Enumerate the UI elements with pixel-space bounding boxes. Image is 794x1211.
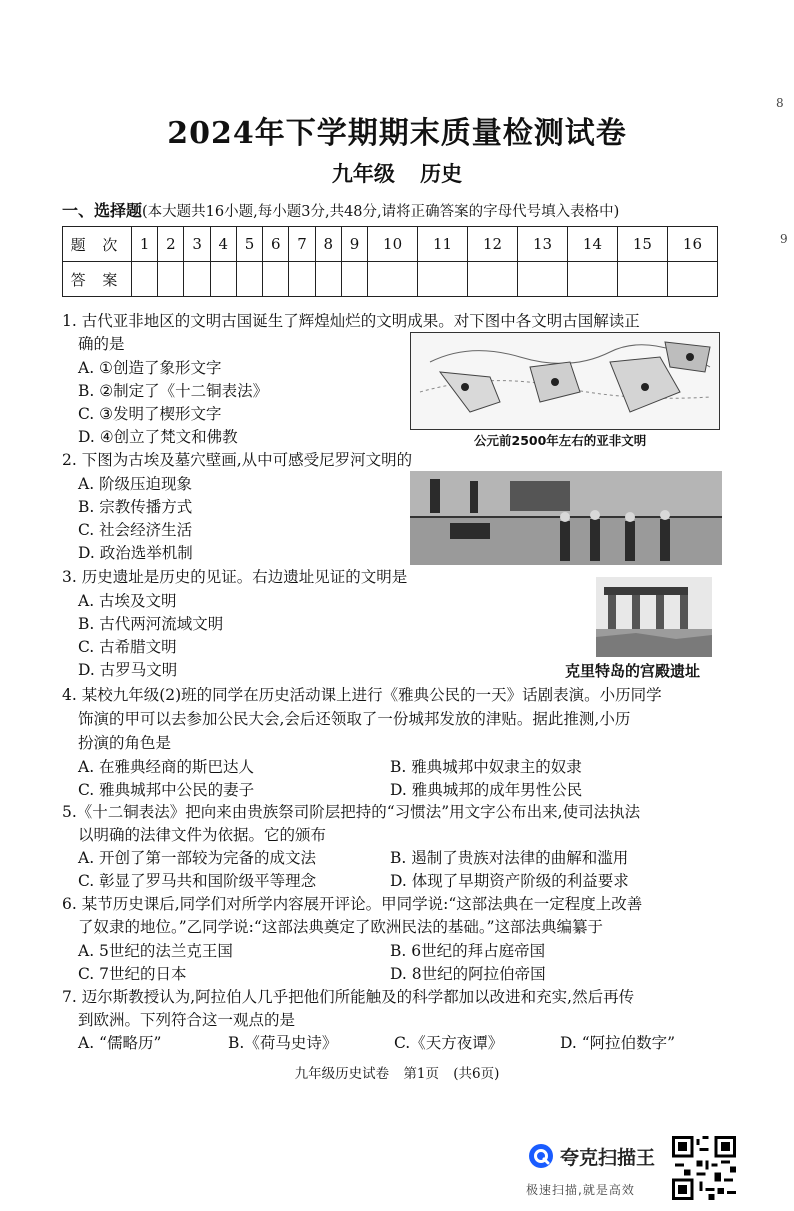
map-caption: 公元前2500年左右的亚非文明 — [474, 433, 647, 448]
answer-cell[interactable] — [341, 262, 367, 297]
question-5-stem-cont: 以明确的法律文件为依据。它的颁布 — [78, 826, 327, 844]
question-7-option-b: B.《荷马史诗》 — [228, 1034, 338, 1052]
question-number-cell: 5 — [236, 227, 262, 262]
question-1-stem: 1. 古代亚非地区的文明古国诞生了辉煌灿烂的文明成果。对下图中各文明古国解读正 — [62, 312, 640, 330]
question-6-option-b: B. 6世纪的拜占庭帝国 — [390, 942, 546, 960]
question-number-cell: 2 — [158, 227, 184, 262]
question-number-cell: 8 — [315, 227, 341, 262]
scanner-slogan: 极速扫描,就是高效 — [526, 1183, 635, 1197]
answer-cell[interactable] — [468, 262, 518, 297]
question-4-option-b: B. 雅典城邦中奴隶主的奴隶 — [390, 758, 582, 776]
qr-code-icon[interactable] — [672, 1136, 736, 1200]
question-5-option-b: B. 遏制了贵族对法律的曲解和滥用 — [390, 849, 629, 867]
margin-mark: 9 — [780, 232, 788, 246]
answer-cell[interactable] — [132, 262, 158, 297]
question-number-cell: 16 — [667, 227, 717, 262]
question-5-option-a: A. 开创了第一部较为完备的成文法 — [78, 849, 317, 867]
question-4-option-c: C. 雅典城邦中公民的妻子 — [78, 781, 255, 799]
question-3-option-b: B. 古代两河流域文明 — [78, 615, 224, 633]
question-number-cell: 1 — [132, 227, 158, 262]
scanner-watermark — [520, 1141, 670, 1211]
row-label: 答 案 — [63, 262, 132, 297]
question-number-cell: 9 — [341, 227, 367, 262]
question-number-cell: 3 — [184, 227, 210, 262]
answer-cell[interactable] — [617, 262, 667, 297]
answer-cell[interactable] — [210, 262, 236, 297]
answer-cell[interactable] — [567, 262, 617, 297]
question-1-option-a: A. ①创造了象形文字 — [78, 359, 222, 377]
question-7-option-d: D. “阿拉伯数字” — [560, 1034, 676, 1052]
question-6-option-c: C. 7世纪的日本 — [78, 965, 187, 983]
section-heading — [62, 198, 619, 221]
egyptian-tomb-mural-image — [410, 471, 722, 565]
question-2-stem: 2. 下图为古埃及墓穴壁画,从中可感受尼罗河文明的 — [62, 451, 413, 469]
question-6-stem: 6. 某节历史课后,同学们对所学内容展开评论。甲同学说:“这部法典在一定程度上改善 — [62, 895, 643, 913]
answer-cell[interactable] — [158, 262, 184, 297]
question-number-cell: 6 — [263, 227, 289, 262]
afro-asian-civilization-map-image — [410, 332, 720, 430]
question-1-option-b: B. ②制定了《十二铜表法》 — [78, 382, 269, 400]
question-number-cell: 14 — [567, 227, 617, 262]
question-6-option-d: D. 8世纪的阿拉伯帝国 — [390, 965, 546, 983]
question-number-cell: 11 — [418, 227, 468, 262]
question-1-option-c: C. ③发明了楔形文字 — [78, 405, 222, 423]
quark-logo-icon — [528, 1143, 554, 1169]
question-1-stem-cont: 确的是 — [78, 335, 125, 353]
answer-table — [62, 226, 718, 297]
question-4-stem-cont: 扮演的角色是 — [78, 734, 172, 752]
question-2-option-a: A. 阶级压迫现象 — [78, 475, 193, 493]
question-number-cell: 15 — [617, 227, 667, 262]
section-title: 一、选择题 — [62, 201, 143, 220]
question-4-option-a: A. 在雅典经商的斯巴达人 — [78, 758, 255, 776]
question-number-cell: 4 — [210, 227, 236, 262]
question-1-option-d: D. ④创立了梵文和佛教 — [78, 428, 238, 446]
question-3-option-d: D. 古罗马文明 — [78, 661, 178, 679]
answer-cell[interactable] — [315, 262, 341, 297]
answer-cell[interactable] — [418, 262, 468, 297]
scanner-brand-name: 夸克扫描王 — [560, 1147, 656, 1169]
question-3-option-a: A. 古埃及文明 — [78, 592, 177, 610]
question-number-cell: 10 — [368, 227, 418, 262]
answer-cell[interactable] — [667, 262, 717, 297]
row-label: 题 次 — [63, 227, 132, 262]
question-5-option-d: D. 体现了早期资产阶级的利益要求 — [390, 872, 629, 890]
answer-cell[interactable] — [263, 262, 289, 297]
question-4-option-d: D. 雅典城邦的成年男性公民 — [390, 781, 583, 799]
question-2-option-b: B. 宗教传播方式 — [78, 498, 193, 516]
answer-cell[interactable] — [184, 262, 210, 297]
question-number-cell: 7 — [289, 227, 315, 262]
answer-cell[interactable] — [236, 262, 262, 297]
question-7-option-a: A. “儒略历” — [78, 1034, 162, 1052]
question-6-option-a: A. 5世纪的法兰克王国 — [78, 942, 233, 960]
answer-cell[interactable] — [289, 262, 315, 297]
answer-table-number-row — [63, 227, 718, 262]
answer-cell[interactable] — [368, 262, 418, 297]
question-6-stem-cont: 了奴隶的地位。”乙同学说:“这部法典奠定了欧洲民法的基础。”这部法典编纂于 — [78, 918, 603, 936]
question-3-option-c: C. 古希腊文明 — [78, 638, 177, 656]
page-footer: 九年级历史试卷 第1页 (共6页) — [294, 1066, 500, 1082]
question-4-stem: 4. 某校九年级(2)班的同学在历史活动课上进行《雅典公民的一天》话剧表演。小历同学 — [62, 686, 662, 704]
question-5-stem: 5.《十二铜表法》把向来由贵族祭司阶层把持的“习惯法”用文字公布出来,使司法执法 — [62, 803, 641, 821]
question-7-stem-cont: 到欧洲。下列符合这一观点的是 — [78, 1011, 296, 1029]
section-instructions: (本大题共16小题,每小题3分,共48分,请将正确答案的字母代号填入表格中) — [142, 204, 620, 220]
exam-subtitle: 九年级 历史 — [331, 161, 463, 186]
question-2-option-d: D. 政治选举机制 — [78, 544, 193, 562]
question-7-stem: 7. 迈尔斯教授认为,阿拉伯人几乎把他们所能触及的科学都加以改进和充实,然后再传 — [62, 988, 635, 1006]
question-7-option-c: C.《天方夜谭》 — [394, 1034, 504, 1052]
crete-palace-ruins-image — [596, 577, 712, 657]
exam-title: 2024年下学期期末质量检测试卷 — [167, 116, 627, 151]
margin-mark: 8 — [776, 96, 784, 110]
answer-table-answer-row — [63, 262, 718, 297]
answer-cell[interactable] — [518, 262, 568, 297]
question-number-cell: 13 — [518, 227, 568, 262]
question-5-option-c: C. 彰显了罗马共和国阶级平等理念 — [78, 872, 317, 890]
question-3-stem: 3. 历史遗址是历史的见证。右边遗址见证的文明是 — [62, 568, 408, 586]
question-4-stem-cont: 饰演的甲可以去参加公民大会,会后还领取了一份城邦发放的津贴。据此推测,小历 — [78, 710, 631, 728]
ruins-caption: 克里特岛的宫殿遗址 — [565, 662, 701, 680]
question-number-cell: 12 — [468, 227, 518, 262]
question-2-option-c: C. 社会经济生活 — [78, 521, 193, 539]
